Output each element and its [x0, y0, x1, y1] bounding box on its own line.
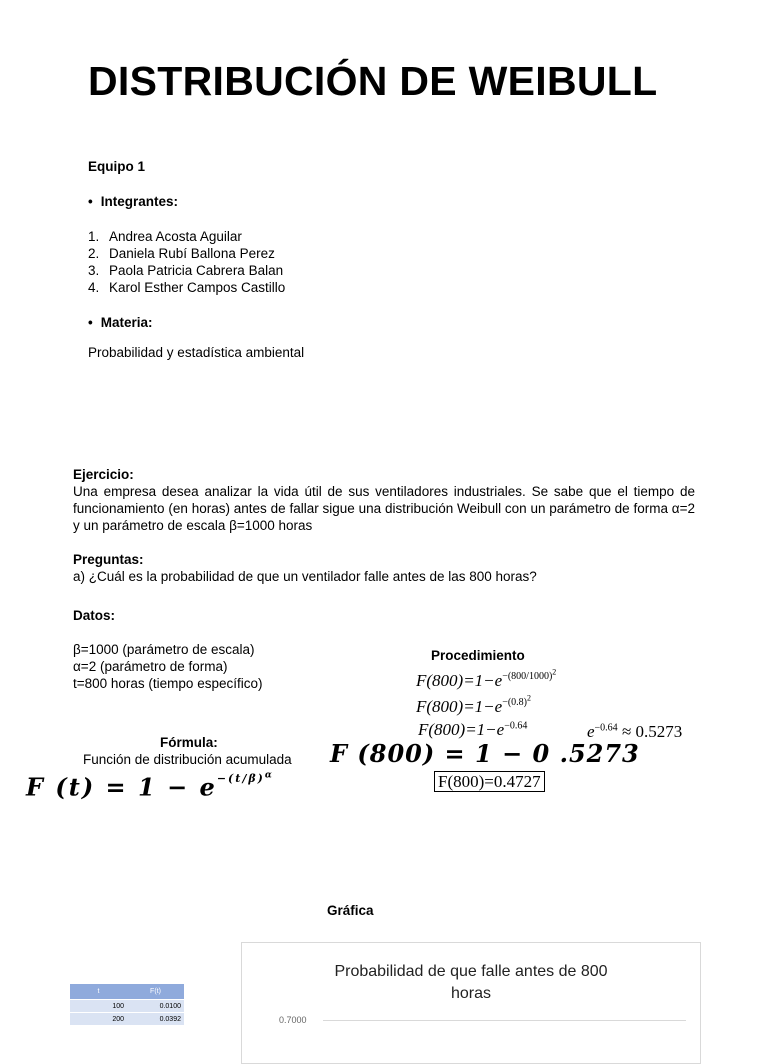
procedure-step-3	[418, 720, 527, 740]
data-line-t: t=800 horas (tiempo específico)	[73, 676, 263, 691]
exercise-label: Ejercicio:	[73, 467, 134, 482]
chart-title-line1: Probabilidad de que falle antes de 800	[334, 963, 608, 980]
table-header-ft: F(t)	[127, 984, 184, 1000]
data-table	[70, 984, 184, 1025]
member-item: 3. Paola Patricia Cabrera Balan	[88, 263, 284, 278]
step1-exponent: −(800/1000)	[502, 671, 553, 683]
member-item: 2. Daniela Rubí Ballona Perez	[88, 246, 275, 261]
y-tick-label: 0.7000	[279, 1015, 307, 1025]
chart-container	[241, 942, 701, 1064]
step3b-approx: ≈ 0.5273	[621, 722, 683, 741]
member-name: Andrea Acosta Aguilar	[109, 229, 242, 244]
formula-base: F (t) = 1 − e	[26, 772, 217, 802]
step1-power: 2	[552, 668, 557, 677]
data-label: Datos:	[73, 608, 116, 623]
table-header-t: t	[70, 984, 127, 1000]
team-name: Equipo 1	[88, 159, 145, 174]
members-list	[88, 228, 285, 296]
formula-label: Fórmula:	[160, 735, 218, 750]
table-header-row	[70, 984, 184, 1000]
questions-label: Preguntas:	[73, 552, 144, 567]
chart-title	[242, 961, 700, 1005]
exercise-text: Una empresa desea analizar la vida útil de sus ventiladores industriales. Se sabe que el tiempo de funcionamiento (en horas) antes de fallar sigue una distribución Weibull con un parámetro de forma α=2 y un parámetro de escala β=1000 horas	[73, 484, 695, 533]
formula-expression	[26, 770, 274, 802]
procedure-result	[434, 772, 545, 792]
member-name: Paola Patricia Cabrera Balan	[109, 263, 284, 278]
table-row	[70, 1000, 184, 1013]
data-line-alpha: α=2 (parámetro de forma)	[73, 659, 228, 674]
step3-exponent: −0.64	[504, 720, 528, 732]
procedure-label: Procedimiento	[431, 648, 525, 663]
members-label	[88, 193, 178, 210]
step2-power: 2	[527, 694, 532, 703]
table-cell: 200	[70, 1013, 127, 1026]
step3-base: F(800)=1−e	[418, 720, 505, 739]
procedure-step-4: F (800) = 1 − 0 .5273	[330, 739, 640, 768]
step1-base: F(800)=1−e	[416, 670, 503, 690]
table-cell: 0.0100	[127, 1000, 184, 1013]
gridline	[323, 1020, 686, 1021]
members-label-text: Integrantes:	[100, 194, 178, 209]
data-line-beta: β=1000 (parámetro de escala)	[73, 642, 255, 657]
step3b-exponent: −0.64	[594, 722, 618, 734]
member-name: Karol Esther Campos Castillo	[109, 280, 286, 295]
step2-exponent: −(0.8)	[502, 697, 528, 709]
step2-base: F(800)=1−e	[416, 696, 503, 716]
member-item: 1. Andrea Acosta Aguilar	[88, 229, 242, 244]
document-title: DISTRIBUCIÓN DE WEIBULL	[88, 58, 658, 104]
table-row	[70, 1013, 184, 1026]
member-item: 4. Karol Esther Campos Castillo	[88, 280, 286, 295]
procedure-step-1	[416, 668, 556, 691]
subject-label-text: Materia:	[100, 315, 153, 330]
procedure-step-2	[416, 694, 531, 717]
formula-exponent: −(t/β)	[216, 771, 265, 785]
table-cell: 0.0392	[127, 1013, 184, 1026]
step3b-base: e	[587, 722, 595, 741]
chart-title-line2: horas	[450, 985, 492, 1002]
graph-label: Gráfica	[327, 903, 374, 918]
member-name: Daniela Rubí Ballona Perez	[109, 246, 275, 261]
result-box: F(800)=0.4727	[434, 771, 545, 792]
table-cell: 100	[70, 1000, 127, 1013]
subject-value: Probabilidad y estadística ambiental	[88, 345, 305, 360]
question-a: a) ¿Cuál es la probabilidad de que un ventilador falle antes de las 800 horas?	[73, 569, 537, 584]
formula-caption: Función de distribución acumulada	[83, 752, 292, 767]
subject-label	[88, 314, 153, 331]
formula-exponent-power: α	[264, 770, 274, 780]
